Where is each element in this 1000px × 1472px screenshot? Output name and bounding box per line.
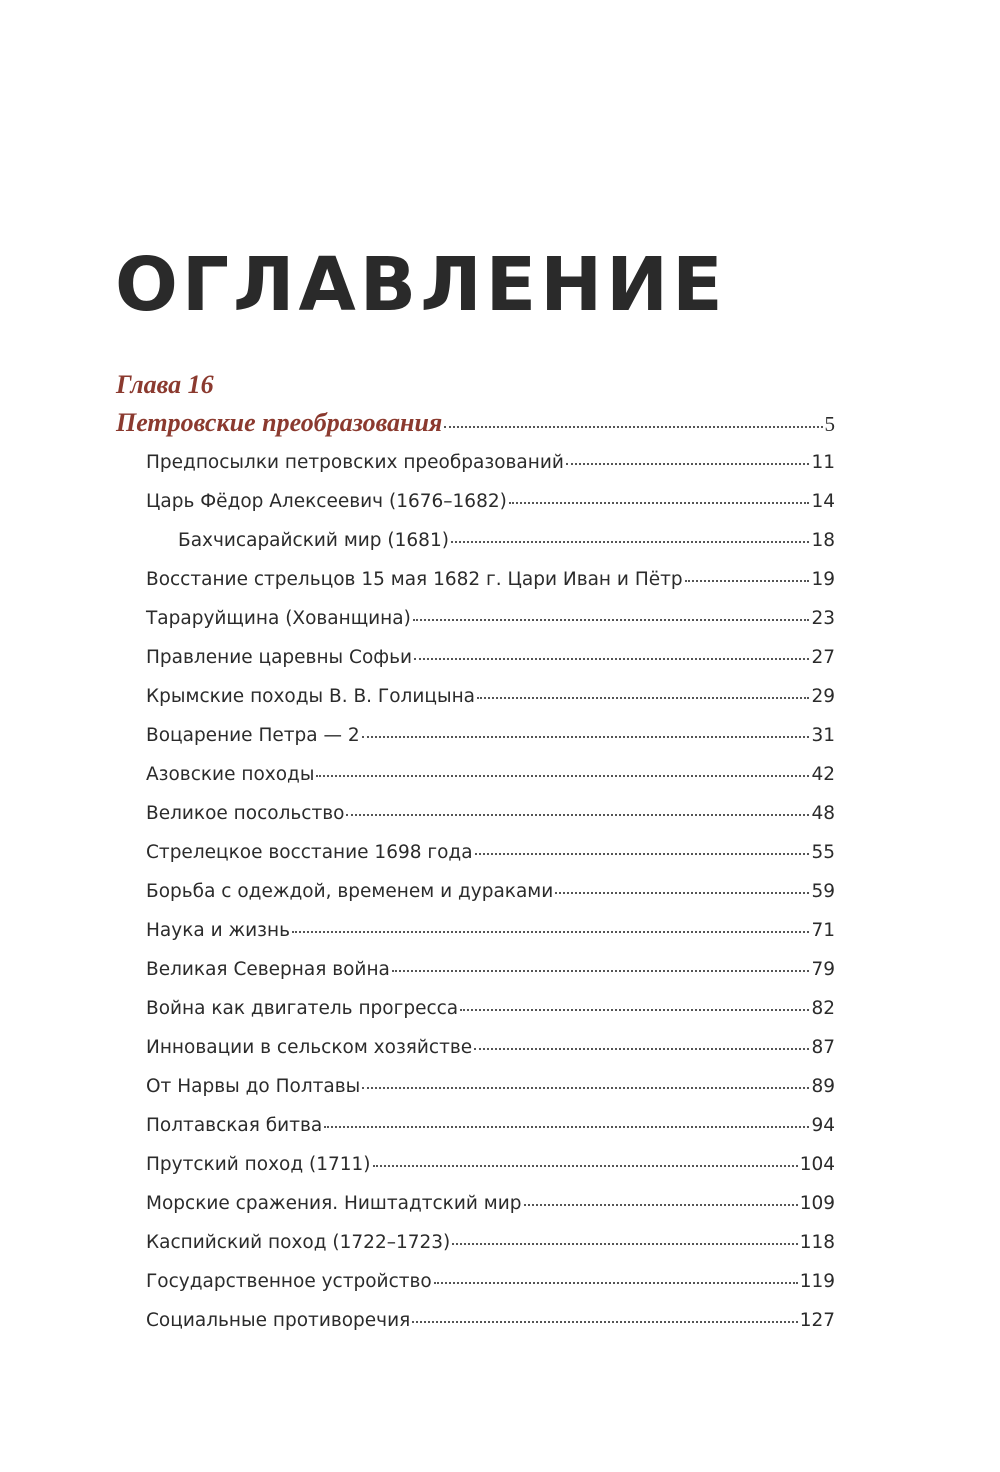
dot-leader — [292, 931, 809, 933]
toc-section-entry[interactable] — [146, 842, 835, 863]
toc-entry-title: От Нарвы до Полтавы — [146, 1076, 361, 1097]
dot-leader — [452, 1243, 797, 1245]
toc-entry-page-number: 119 — [799, 1271, 835, 1292]
dot-leader — [316, 775, 809, 777]
toc-entry-title: Великая Северная война — [146, 959, 390, 980]
dot-leader — [524, 1204, 798, 1206]
toc-entry-title: Царь Фёдор Алексеевич (1676–1682) — [146, 491, 507, 512]
dot-leader — [392, 970, 810, 972]
toc-section-entry[interactable] — [146, 803, 835, 824]
toc-section-entry[interactable] — [146, 686, 835, 707]
toc-entry-page-number: 127 — [799, 1310, 835, 1331]
toc-entry-title: Социальные противоречия — [146, 1310, 411, 1331]
dot-leader — [475, 853, 810, 855]
toc-entry-title: Стрелецкое восстание 1698 года — [146, 842, 473, 863]
dot-leader — [362, 736, 810, 738]
toc-subsection-entry[interactable] — [178, 530, 835, 551]
toc-entry-title: Правление царевны Софьи — [146, 647, 413, 668]
toc-section-entry[interactable] — [146, 1154, 835, 1175]
toc-entry-page-number: 55 — [811, 842, 835, 863]
dot-leader — [460, 1009, 809, 1011]
dot-leader — [373, 1165, 798, 1167]
toc-entry-title: Борьба с одеждой, временем и дураками — [146, 881, 554, 902]
toc-section-entry[interactable] — [146, 920, 835, 941]
toc-section-entry[interactable] — [146, 491, 835, 512]
chapter-number: Глава 16 — [116, 370, 214, 399]
dot-leader — [566, 463, 810, 465]
toc-section-entry[interactable] — [146, 881, 835, 902]
toc-section-entry[interactable] — [146, 1076, 835, 1097]
toc-entry-page-number: 11 — [811, 452, 835, 473]
dot-leader — [555, 892, 809, 894]
toc-section-entry[interactable] — [146, 569, 835, 590]
toc-entry-page-number: 23 — [811, 608, 835, 629]
toc-section-entry[interactable] — [146, 452, 835, 473]
toc-entry-title: Азовские походы — [146, 764, 315, 785]
dot-leader — [509, 502, 810, 504]
chapter-title: Петровские преобразования — [116, 408, 443, 437]
dot-leader — [474, 1048, 809, 1050]
toc-section-entry[interactable] — [146, 1232, 835, 1253]
toc-entry-page-number: 118 — [799, 1232, 835, 1253]
toc-entry-title: Предпосылки петровских преобразований — [146, 452, 564, 473]
toc-section-entry[interactable] — [146, 1037, 835, 1058]
toc-entry-title: Государственное устройство — [146, 1271, 432, 1292]
toc-entry-page-number: 94 — [811, 1115, 835, 1136]
toc-entry-page-number: 109 — [799, 1193, 835, 1214]
toc-entry-title: Восстание стрельцов 15 мая 1682 г. Цари Иван и Пётр — [146, 569, 683, 590]
dot-leader — [413, 619, 810, 621]
toc-section-entry[interactable] — [146, 1193, 835, 1214]
toc-entry-page-number: 27 — [811, 647, 835, 668]
dot-leader — [434, 1282, 798, 1284]
toc-entry-title: Морские сражения. Ништадтский мир — [146, 1193, 522, 1214]
toc-entry-page-number: 59 — [811, 881, 835, 902]
toc-entry-page-number: 29 — [811, 686, 835, 707]
toc-entry-page-number: 89 — [811, 1076, 835, 1097]
toc-section-entry[interactable] — [146, 1310, 835, 1331]
toc-section-entry[interactable] — [146, 764, 835, 785]
toc-entry-title: Крымские походы В. В. Голицына — [146, 686, 476, 707]
toc-section-entry[interactable] — [146, 959, 835, 980]
toc-entry-title: Воцарение Петра — 2 — [146, 725, 360, 746]
toc-entry-title: Война как двигатель прогресса — [146, 998, 459, 1019]
toc-entry-title: Тараруйщина (Хованщина) — [146, 608, 411, 629]
dot-leader — [451, 541, 810, 543]
toc-entry-page-number: 19 — [811, 569, 835, 590]
toc-entry-page-number: 79 — [811, 959, 835, 980]
toc-entry-title: Прутский поход (1711) — [146, 1154, 371, 1175]
dot-leader — [324, 1126, 809, 1128]
dot-leader — [685, 580, 810, 582]
chapter-page-number: 5 — [824, 412, 835, 436]
toc-entry-page-number: 18 — [811, 530, 835, 551]
toc-entry-page-number: 48 — [811, 803, 835, 824]
toc-entry-title: Бахчисарайский мир (1681) — [178, 530, 449, 551]
toc-section-entry[interactable] — [146, 1115, 835, 1136]
toc-section-entry[interactable] — [146, 725, 835, 746]
toc-section-entry[interactable] — [146, 608, 835, 629]
toc-entry-title: Наука и жизнь — [146, 920, 291, 941]
toc-entry-title: Полтавская битва — [146, 1115, 323, 1136]
toc-entry-page-number: 31 — [811, 725, 835, 746]
toc-entry-page-number: 104 — [799, 1154, 835, 1175]
dot-leader — [346, 814, 809, 816]
dot-leader — [477, 697, 809, 699]
dot-leader — [362, 1087, 809, 1089]
toc-entry-title: Каспийский поход (1722–1723) — [146, 1232, 451, 1253]
toc-entry-page-number: 82 — [811, 998, 835, 1019]
dot-leader — [414, 658, 809, 660]
toc-entry-title: Инновации в сельском хозяйстве — [146, 1037, 473, 1058]
toc-entry-page-number: 42 — [811, 764, 835, 785]
dot-leader — [412, 1321, 797, 1323]
toc-section-entry[interactable] — [146, 647, 835, 668]
page-title: ОГЛАВЛЕНИЕ — [115, 242, 727, 328]
toc-entry-page-number: 87 — [811, 1037, 835, 1058]
toc-entry-title: Великое посольство — [146, 803, 345, 824]
toc-entry-page-number: 14 — [811, 491, 835, 512]
toc-section-entry[interactable] — [146, 998, 835, 1019]
toc-section-entry[interactable] — [146, 1271, 835, 1292]
toc-entry-page-number: 71 — [811, 920, 835, 941]
